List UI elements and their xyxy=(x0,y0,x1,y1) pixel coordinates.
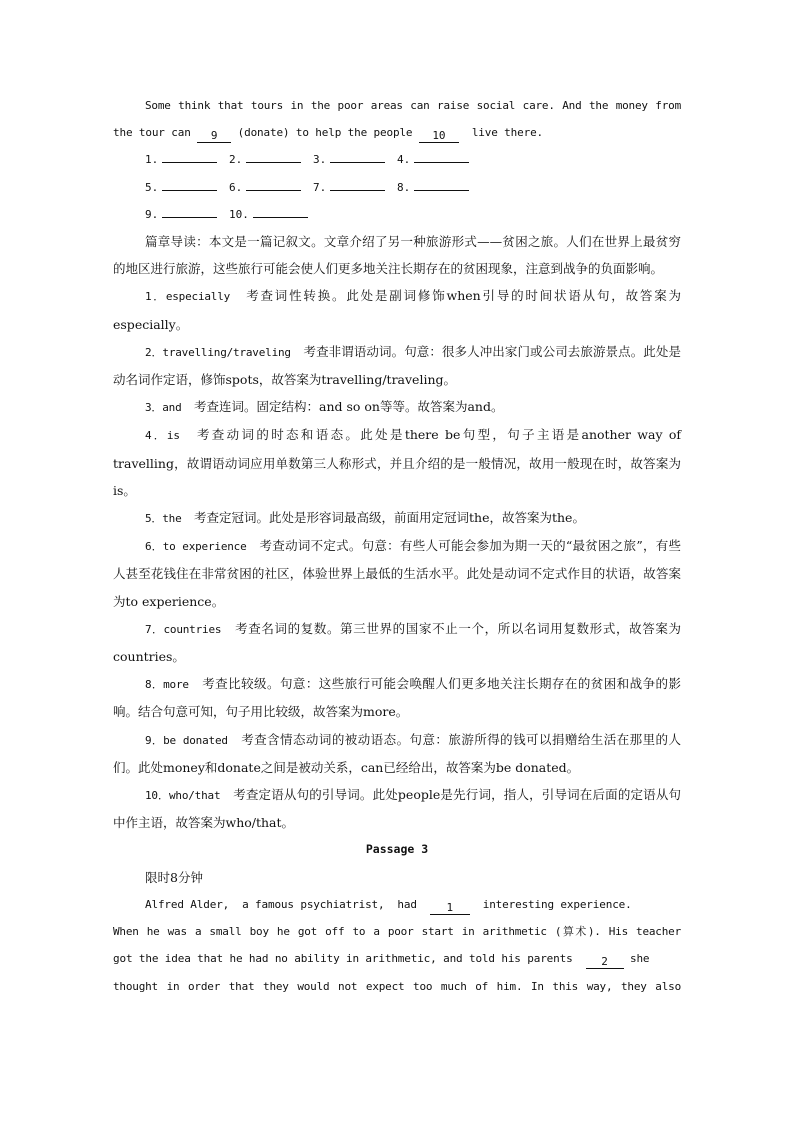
text-segment: the tour can xyxy=(113,126,198,140)
answer-key: 8．more xyxy=(145,678,189,692)
explanation-item xyxy=(113,504,681,532)
blank-10: 10 xyxy=(419,129,459,143)
answer-slot xyxy=(229,201,313,228)
answer-slot xyxy=(397,174,481,201)
explanation-item xyxy=(113,670,681,725)
passage3-line xyxy=(113,945,681,972)
answer-key: 1．especially xyxy=(145,290,231,304)
answer-row xyxy=(145,146,681,173)
answer-slot xyxy=(145,146,229,173)
explanation-text: 考查定语从句的引导词。此处people是先行词，指人，引导词在后面的定语从句中作主语，故答案为who/that。 xyxy=(113,787,681,831)
answer-slot xyxy=(229,146,313,173)
explanation-item xyxy=(113,781,681,836)
passage3-line xyxy=(113,891,681,918)
slot-number: 6. xyxy=(229,180,243,194)
time-limit: 限时8分钟 xyxy=(145,869,203,885)
explanation-item xyxy=(113,532,681,615)
passage2-line-blanks xyxy=(113,119,681,146)
explanation-text: 考查含情态动词的被动语态。句意：旅游所得的钱可以捐赠给生活在那里的人们。此处money和donate之间是被动关系，can已经给出，故答案为be donated。 xyxy=(113,731,681,775)
answer-line xyxy=(414,150,469,163)
explanation-text: 考查动词的时态和语态。此处是there be句型，句子主语是another way of travelling，故谓语动词应用单数第三人称形式，并且介绍的是一般情况，故用一般现在时，故答案为is。 xyxy=(113,427,681,498)
answer-key: 4．is xyxy=(145,429,180,443)
blank-1: 1 xyxy=(430,901,470,915)
document-page xyxy=(113,92,681,1000)
explanation-item xyxy=(113,421,681,504)
answer-slot xyxy=(145,174,229,201)
answer-line xyxy=(330,150,385,163)
answer-key: 2．travelling/traveling xyxy=(145,345,291,359)
answer-line xyxy=(330,178,385,191)
answer-slot xyxy=(313,146,397,173)
passage3-line: thought in order that they would not expect too much of him. In this way, they also xyxy=(113,979,681,993)
text-segment: live there. xyxy=(458,126,544,140)
answer-row xyxy=(145,201,681,228)
answer-line xyxy=(162,205,217,218)
blank-2: 2 xyxy=(586,955,624,969)
text-segment: interesting experience. xyxy=(469,897,632,911)
answer-slot xyxy=(229,174,313,201)
reading-guide: 篇章导读：本文是一篇记叙文。文章介绍了另一种旅游形式——贫困之旅。人们在世界上最贫穷的地区进行旅游，这些旅行可能会使人们更多地关注长期存在的贫困现象，注意到战争的负面影响。 xyxy=(113,234,681,277)
answer-key: 9．be donated xyxy=(145,733,228,747)
answer-key: 7．countries xyxy=(145,622,222,636)
passage2-line: Some think that tours in the poor areas can raise social care. And the money from xyxy=(145,99,681,112)
answer-slot xyxy=(313,174,397,201)
explanation-text: 考查比较级。句意：这些旅行可能会唤醒人们更多地关注长期存在的贫困和战争的影响。结合句意可知，句子用比较级，故答案为more。 xyxy=(113,676,681,720)
passage3-line: When he was a small boy he got off to a poor start in arithmetic (算术). His teacher xyxy=(113,925,681,939)
answer-row xyxy=(145,174,681,201)
explanation-text: 考查词性转换。此处是副词修饰when引导的时间状语从句，故答案为especially。 xyxy=(113,288,682,332)
explanation-item xyxy=(113,338,681,393)
slot-number: 7. xyxy=(313,180,327,194)
answer-key: 3．and xyxy=(145,401,182,415)
explanation-text: 考查连词。固定结构：and so on等等。故答案为and。 xyxy=(181,399,504,415)
answer-line xyxy=(162,178,217,191)
text-segment: (donate) to help the people xyxy=(231,126,419,140)
text-segment: Alfred Alder, a famous psychiatrist, had xyxy=(145,897,430,911)
slot-number: 8. xyxy=(397,180,411,194)
answer-sheet xyxy=(113,146,681,228)
answer-line xyxy=(246,178,301,191)
explanation-item xyxy=(113,282,681,337)
answer-line xyxy=(253,205,308,218)
slot-number: 5. xyxy=(145,180,159,194)
text-segment: she xyxy=(623,952,650,966)
answer-line xyxy=(246,150,301,163)
blank-9: 9 xyxy=(197,129,231,143)
answer-explanations xyxy=(113,282,681,836)
slot-number: 1. xyxy=(145,153,159,167)
explanation-text: 考查名词的复数。第三世界的国家不止一个，所以名词用复数形式，故答案为countries。 xyxy=(113,620,681,665)
explanation-item xyxy=(113,615,681,670)
explanation-item xyxy=(113,393,681,421)
answer-key: 10．who/that xyxy=(145,789,221,803)
slot-number: 10. xyxy=(229,207,249,221)
slot-number: 9. xyxy=(145,207,159,221)
explanation-text: 考查非谓语动词。句意：很多人冲出家门或公司去旅游景点。此处是动名词作定语，修饰spots，故答案为travelling/traveling。 xyxy=(113,343,681,388)
passage3-body xyxy=(113,891,681,1000)
answer-slot xyxy=(145,201,229,228)
answer-line xyxy=(162,150,217,163)
answer-key: 5．the xyxy=(145,512,182,526)
slot-number: 4. xyxy=(397,153,411,167)
explanation-item xyxy=(113,726,681,781)
answer-line xyxy=(414,178,469,191)
text-segment: got the idea that he had no ability in arithmetic, and told his parents xyxy=(113,952,586,966)
answer-slot xyxy=(397,146,481,173)
explanation-text: 考查定冠词。此处是形容词最高级，前面用定冠词the，故答案为the。 xyxy=(181,510,585,526)
answer-key: 6．to experience xyxy=(145,540,247,554)
slot-number: 2. xyxy=(229,153,243,167)
slot-number: 3. xyxy=(313,153,327,167)
explanation-text: 考查动词不定式。句意：有些人可能会参加为期一天的“最贫困之旅”，有些人甚至花钱住在非常贫困的社区，体验世界上最低的生活水平。此处是动词不定式作目的状语，故答案为to experience。 xyxy=(113,538,681,609)
passage-title: Passage 3 xyxy=(365,842,429,857)
